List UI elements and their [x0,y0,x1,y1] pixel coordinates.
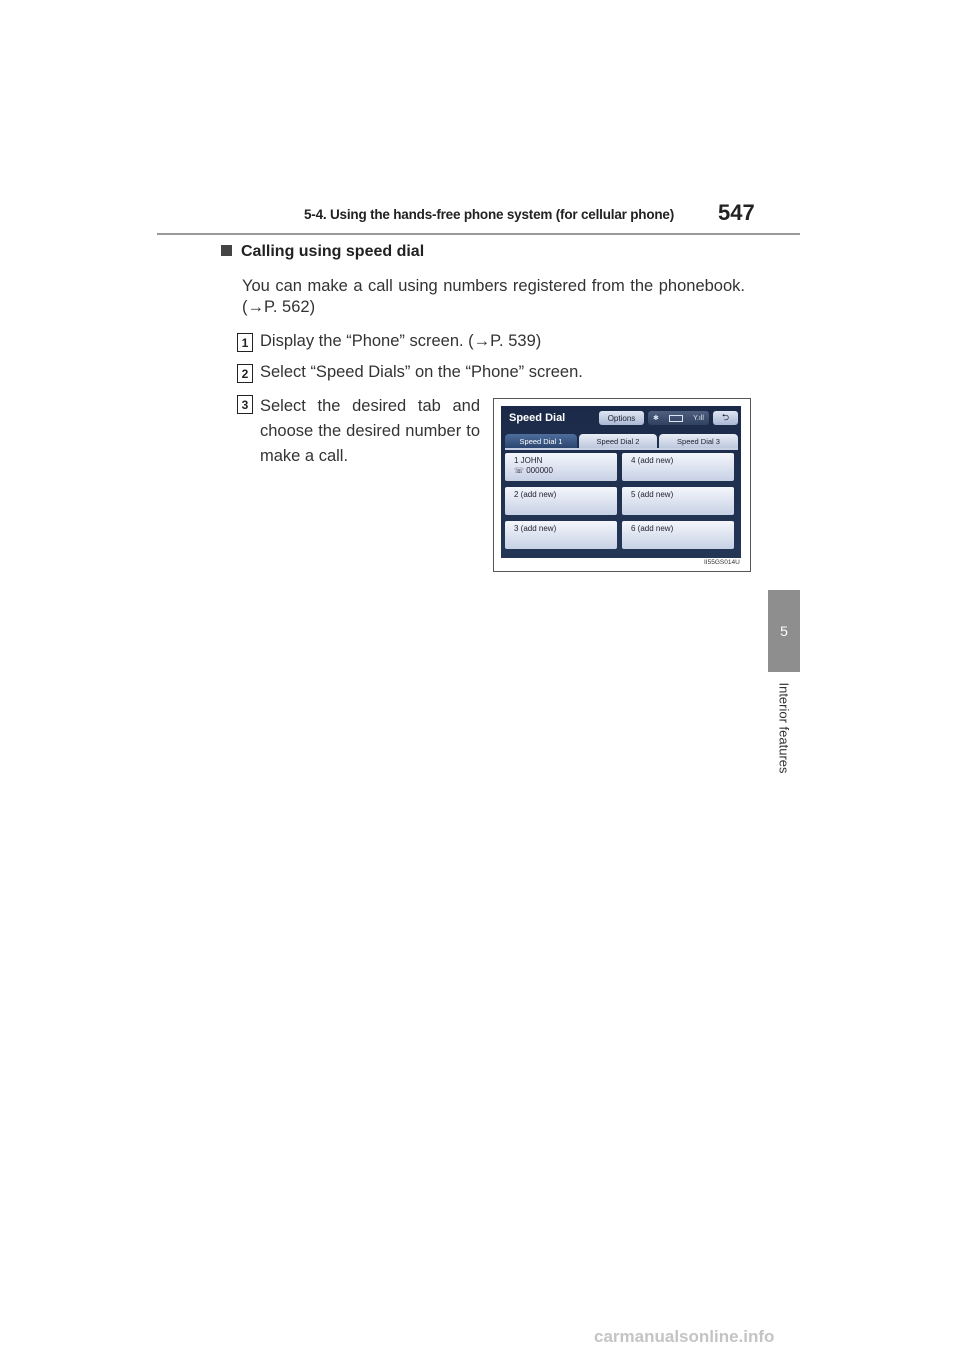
tab-speed-dial-3[interactable]: Speed Dial 3 [659,434,738,448]
step-3-text [260,394,480,469]
entry-label: 6 (add new) [631,524,674,533]
speed-dial-entry[interactable] [622,521,734,549]
step-2-badge: 2 [237,364,253,383]
intro-text-line1: You can make a call using numbers registered from the phonebook. [242,277,745,295]
bluetooth-icon: ✱ [653,415,659,422]
entry-label: 3 (add new) [514,524,557,533]
speed-dial-entry[interactable] [622,487,734,515]
signal-icon: Y.ıll [693,414,704,422]
page-number: 547 [718,200,755,225]
entry-label: 2 (add new) [514,490,557,499]
entry-number-text: 000000 [526,466,553,475]
entry-label: 1 JOHN [514,456,543,465]
chapter-label: Interior features [776,682,792,774]
status-indicator [648,411,709,425]
speed-dial-entry[interactable] [622,453,734,481]
battery-icon [669,415,683,422]
step-3-line: Select the desired tab and [260,397,480,415]
entry-phone-number [514,466,617,475]
step-3-badge: 3 [237,395,253,414]
back-arrow-icon: ⮌ [721,412,730,422]
running-header: 5-4. Using the hands-free phone system (for cellular phone) [304,207,675,222]
screen-title: Speed Dial [509,412,566,424]
entry-label: 4 (add new) [631,456,674,465]
back-button[interactable] [713,411,738,425]
speed-dial-entry[interactable] [505,521,617,549]
phone-type-icon: ☏ [514,466,527,475]
intro-text-line2: (→P. 562) [242,298,316,316]
speed-dial-screenshot [493,398,751,572]
step-1-badge: 1 [237,333,253,352]
header-divider [157,233,800,235]
entry-label: 5 (add new) [631,490,674,499]
speed-dial-entry[interactable] [505,487,617,515]
tab-underline [505,448,738,450]
step-3-line: make a call. [260,447,349,465]
tab-speed-dial-1[interactable]: Speed Dial 1 [505,434,577,448]
watermark: carmanualsonline.info [594,1327,775,1346]
image-code: II55GS014U [704,559,740,566]
section-heading [221,243,424,261]
square-bullet-icon [221,245,232,256]
section-heading-text: Calling using speed dial [241,243,425,260]
screen-display [501,406,741,558]
speed-dial-entry[interactable] [505,453,617,481]
chapter-tab: 5 [768,590,800,672]
step-1-text: Display the “Phone” screen. (→P. 539) [260,332,542,350]
tab-speed-dial-2[interactable]: Speed Dial 2 [579,434,657,448]
step-3-line: choose the desired number to [260,422,480,440]
step-2-text: Select “Speed Dials” on the “Phone” screen. [260,363,583,381]
options-button[interactable]: Options [599,411,644,425]
